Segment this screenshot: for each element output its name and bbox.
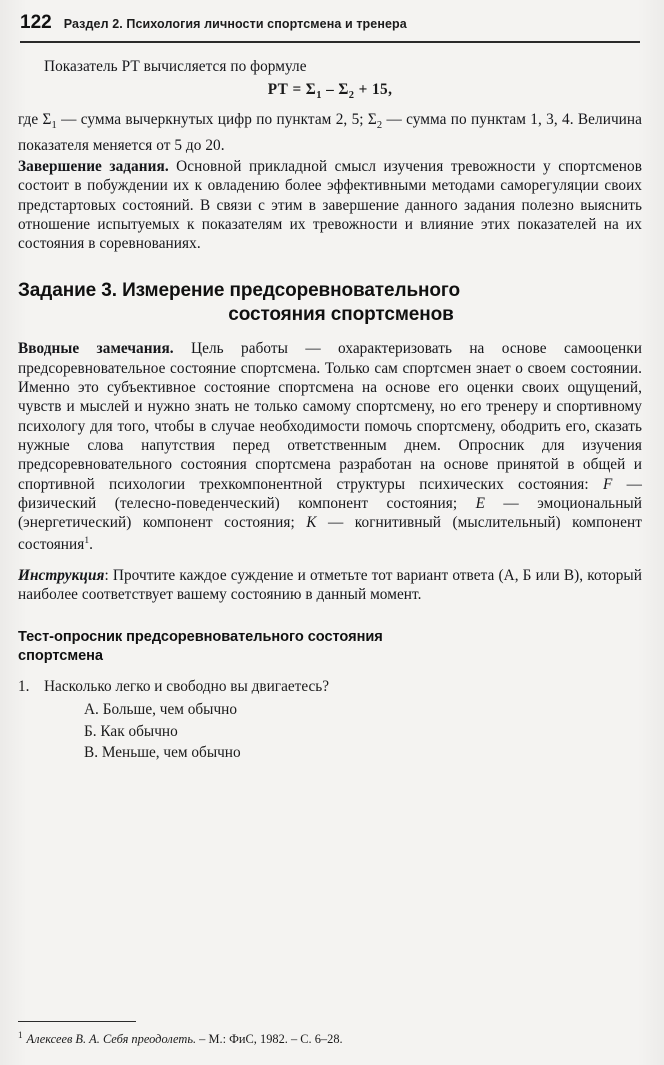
formula-explanation-sub-1: 1 <box>51 120 57 132</box>
formula-explanation-rest: — сумма вычеркнутых цифр по пунктам 2, 5; Σ <box>56 111 377 129</box>
question-item <box>18 676 642 697</box>
task-heading-line-1: Задание 3. Измерение предсоревновательного <box>18 280 460 302</box>
answer-option-v[interactable]: В. Меньше, чем обычно <box>84 744 241 762</box>
formula-mid: – Σ <box>321 81 349 99</box>
answer-options <box>84 699 642 764</box>
component-f-text: — физический (телесно-поведенческий) компонент состояния; <box>18 475 642 512</box>
completion-text: Основной прикладной смысл изучения тревожности у спортсменов состоит в побуждении их к овладению более эффективными методами саморегуляции своих предстартовых состояний. В связи с этим в завершение данного задания полезно выяснить отношение испытуемых к показателям их тревожности и влияние этих показателей на их состояния в соревнованиях. <box>18 157 643 253</box>
completion-label: Завершение задания. <box>18 157 169 175</box>
header-rule <box>20 41 640 43</box>
test-heading-line-2: спортсмена <box>18 648 103 665</box>
question-text: Насколько легко и свободно вы двигаетесь? <box>44 678 330 696</box>
intro-notes-paragraph <box>18 339 642 554</box>
component-k-text: — когнитивный (мыслительный) компонент состояния <box>18 514 642 554</box>
task-heading <box>18 279 642 327</box>
answer-option-a[interactable]: А. Больше, чем обычно <box>84 701 237 719</box>
answer-option-b[interactable]: Б. Как обычно <box>84 722 178 740</box>
test-heading-line-1: Тест-опросник предсоревновательного состояния <box>18 629 383 646</box>
page-number: 122 <box>20 12 52 33</box>
running-head <box>20 0 642 38</box>
component-e-symbol: E <box>475 494 485 512</box>
footnote-author: Алексеев В. А. <box>26 1032 100 1046</box>
intro-notes-label: Вводные замечания. <box>18 340 174 358</box>
component-f-symbol: F <box>602 475 613 493</box>
formula-sub-2: 2 <box>348 90 355 102</box>
footnote-source: – М.: ФиС, 1982. – С. 6–28. <box>196 1032 343 1046</box>
instruction-text: : Прочтите каждое суждение и отметьте тот вариант ответа (А, Б или В), который наиболее соответствует вашему состоянию в данный момент. <box>18 566 642 604</box>
footnote-area <box>18 1021 642 1047</box>
formula <box>18 79 642 107</box>
component-end: . <box>89 536 94 554</box>
test-heading <box>18 628 642 666</box>
intro-paragraph: Показатель РТ вычисляется по формуле <box>44 58 307 75</box>
footnote-rule <box>18 1021 136 1022</box>
instruction-paragraph <box>18 566 642 605</box>
running-title: Раздел 2. Психология личности спортсмена и тренера <box>63 17 407 31</box>
intro-notes-text: Цель работы — охарактеризовать на основе самооценки предсоревновательное состояние спортсмена. Только сам спортсмен знает о своем состоянии. Именно это субъективное состояние спортсмена на основе его оценки своих ощущений, чувств и мыслей и нужно знать не только самому спортсмену, но его тренеру и спортивному психологу для того, чтобы в случае необходимости помочь спортсмену, ободрить его, сказать нужные слова напутствия перед ответственным днем. Опросник для изучения предсоревновательного состояния спортсмена разработан на основе принятой в общей и спортивной психологии трехкомпонентной структуры психических состояния: <box>18 340 642 493</box>
formula-lhs: РТ = Σ <box>267 81 317 99</box>
footnote-reference: 1 <box>84 536 90 547</box>
formula-explanation-tail: — сумма по пунктам 1, 3, 4. Величина показателя меняется от 5 до 20. <box>18 111 642 154</box>
formula-rhs: + 15, <box>354 81 393 99</box>
completion-paragraph <box>18 157 642 253</box>
component-k-symbol: K <box>306 514 317 532</box>
task-heading-line-2: состояния спортсменов <box>228 304 454 326</box>
formula-explanation-sub-2: 2 <box>376 120 383 132</box>
formula-sub-1: 1 <box>316 90 322 102</box>
instruction-label: Инструкция <box>18 566 105 584</box>
footnote-title: Себя преодолеть. <box>99 1032 197 1046</box>
formula-explanation <box>18 110 642 155</box>
footnote <box>18 1027 642 1047</box>
question-number: 1. <box>18 678 30 696</box>
footnote-marker: 1 <box>18 1029 23 1040</box>
formula-explanation-lead: где Σ <box>18 111 52 129</box>
component-e-text: — эмоциональный (энергетический) компонент состояния; <box>18 494 642 532</box>
